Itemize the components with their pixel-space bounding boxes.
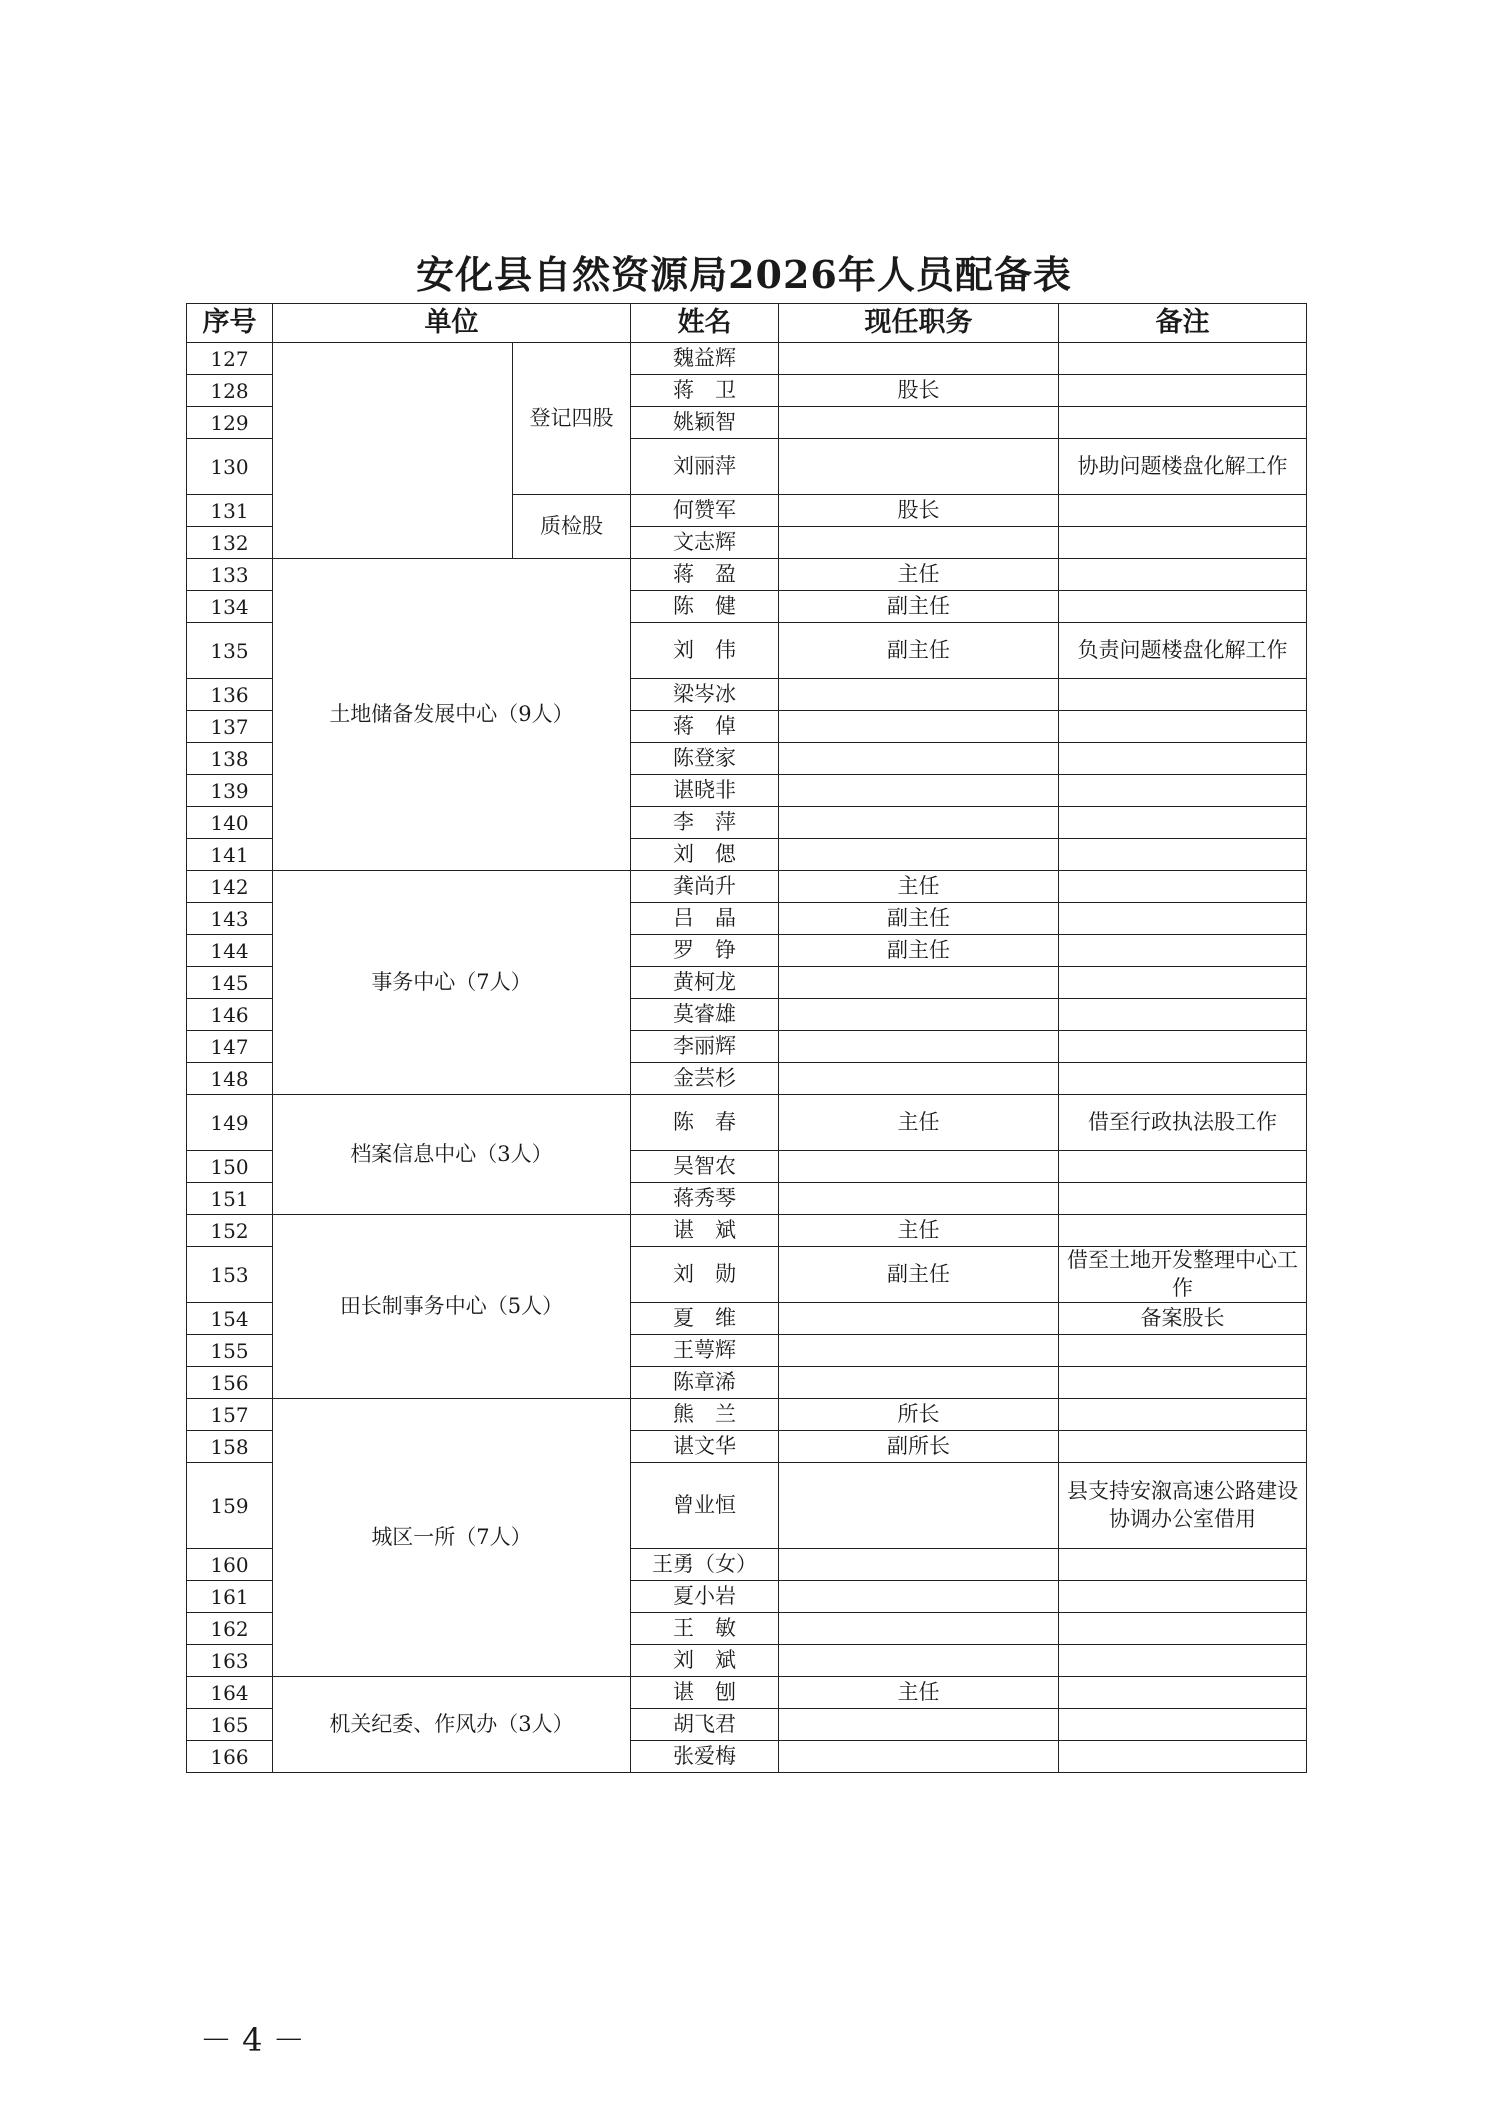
name-cell: 刘 斌 <box>631 1645 779 1677</box>
name-cell: 文志辉 <box>631 527 779 559</box>
position-cell: 主任 <box>779 1215 1059 1247</box>
position-cell: 副主任 <box>779 591 1059 623</box>
seq-cell: 143 <box>187 903 273 935</box>
seq-cell: 164 <box>187 1677 273 1709</box>
position-cell <box>779 1183 1059 1215</box>
name-cell: 谌文华 <box>631 1431 779 1463</box>
name-cell: 姚颖智 <box>631 407 779 439</box>
seq-cell: 140 <box>187 807 273 839</box>
seq-cell: 147 <box>187 1031 273 1063</box>
seq-cell: 156 <box>187 1367 273 1399</box>
seq-cell: 154 <box>187 1303 273 1335</box>
seq-cell: 157 <box>187 1399 273 1431</box>
position-cell <box>779 1549 1059 1581</box>
note-cell: 协助问题楼盘化解工作 <box>1059 439 1307 495</box>
name-cell: 陈 健 <box>631 591 779 623</box>
name-cell: 蒋秀琴 <box>631 1183 779 1215</box>
name-cell: 夏 维 <box>631 1303 779 1335</box>
name-cell: 魏益辉 <box>631 343 779 375</box>
note-cell: 县支持安溆高速公路建设协调办公室借用 <box>1059 1463 1307 1549</box>
header-seq: 序号 <box>187 304 273 343</box>
name-cell: 刘 勋 <box>631 1247 779 1303</box>
name-cell: 谌 斌 <box>631 1215 779 1247</box>
name-cell: 何赞军 <box>631 495 779 527</box>
table-header-row <box>187 304 1307 343</box>
position-cell: 主任 <box>779 1095 1059 1151</box>
name-cell: 谌 刨 <box>631 1677 779 1709</box>
page-number: － 4 － <box>200 2021 305 2059</box>
position-cell <box>779 1463 1059 1549</box>
position-cell <box>779 999 1059 1031</box>
table-row <box>187 1215 1307 1247</box>
name-cell: 王萼辉 <box>631 1335 779 1367</box>
note-cell <box>1059 1399 1307 1431</box>
name-cell: 莫睿雄 <box>631 999 779 1031</box>
seq-cell: 127 <box>187 343 273 375</box>
seq-cell: 146 <box>187 999 273 1031</box>
note-cell <box>1059 1741 1307 1773</box>
seq-cell: 141 <box>187 839 273 871</box>
note-cell: 负责问题楼盘化解工作 <box>1059 623 1307 679</box>
position-cell: 主任 <box>779 871 1059 903</box>
name-cell: 张爱梅 <box>631 1741 779 1773</box>
note-cell <box>1059 1709 1307 1741</box>
seq-cell: 158 <box>187 1431 273 1463</box>
position-cell <box>779 743 1059 775</box>
position-cell <box>779 1741 1059 1773</box>
header-name: 姓名 <box>631 304 779 343</box>
note-cell <box>1059 1367 1307 1399</box>
table-row <box>187 1095 1307 1151</box>
position-cell: 股长 <box>779 495 1059 527</box>
note-cell <box>1059 679 1307 711</box>
position-cell <box>779 1031 1059 1063</box>
header-note: 备注 <box>1059 304 1307 343</box>
note-cell <box>1059 343 1307 375</box>
position-cell: 主任 <box>779 559 1059 591</box>
seq-cell: 133 <box>187 559 273 591</box>
seq-cell: 151 <box>187 1183 273 1215</box>
note-cell <box>1059 1183 1307 1215</box>
position-cell <box>779 1335 1059 1367</box>
table-row <box>187 1677 1307 1709</box>
name-cell: 罗 铮 <box>631 935 779 967</box>
seq-cell: 139 <box>187 775 273 807</box>
name-cell: 谌晓非 <box>631 775 779 807</box>
seq-cell: 152 <box>187 1215 273 1247</box>
seq-cell: 142 <box>187 871 273 903</box>
seq-cell: 131 <box>187 495 273 527</box>
seq-cell: 138 <box>187 743 273 775</box>
note-cell <box>1059 1215 1307 1247</box>
name-cell: 龚尚升 <box>631 871 779 903</box>
name-cell: 王 敏 <box>631 1613 779 1645</box>
unit-urban-office-1: 城区一所（7人） <box>273 1399 631 1677</box>
seq-cell: 161 <box>187 1581 273 1613</box>
note-cell <box>1059 495 1307 527</box>
header-position: 现任职务 <box>779 304 1059 343</box>
note-cell <box>1059 839 1307 871</box>
position-cell <box>779 1581 1059 1613</box>
note-cell: 备案股长 <box>1059 1303 1307 1335</box>
seq-cell: 159 <box>187 1463 273 1549</box>
name-cell: 蒋 卫 <box>631 375 779 407</box>
note-cell <box>1059 903 1307 935</box>
name-cell: 蒋 倬 <box>631 711 779 743</box>
note-cell <box>1059 999 1307 1031</box>
position-cell <box>779 407 1059 439</box>
note-cell <box>1059 1063 1307 1095</box>
position-cell <box>779 807 1059 839</box>
seq-cell: 163 <box>187 1645 273 1677</box>
position-cell: 股长 <box>779 375 1059 407</box>
seq-cell: 136 <box>187 679 273 711</box>
name-cell: 金芸杉 <box>631 1063 779 1095</box>
name-cell: 夏小岩 <box>631 1581 779 1613</box>
name-cell: 刘 伟 <box>631 623 779 679</box>
unit-discipline-office: 机关纪委、作风办（3人） <box>273 1677 631 1773</box>
seq-cell: 137 <box>187 711 273 743</box>
name-cell: 刘丽萍 <box>631 439 779 495</box>
position-cell: 副主任 <box>779 935 1059 967</box>
seq-cell: 153 <box>187 1247 273 1303</box>
unit-field-chief-center: 田长制事务中心（5人） <box>273 1215 631 1399</box>
note-cell <box>1059 1613 1307 1645</box>
position-cell <box>779 1367 1059 1399</box>
position-cell <box>779 343 1059 375</box>
position-cell <box>779 1709 1059 1741</box>
name-cell: 李 萍 <box>631 807 779 839</box>
seq-cell: 135 <box>187 623 273 679</box>
seq-cell: 132 <box>187 527 273 559</box>
seq-cell: 166 <box>187 1741 273 1773</box>
position-cell: 副主任 <box>779 1247 1059 1303</box>
note-cell <box>1059 1677 1307 1709</box>
note-cell <box>1059 871 1307 903</box>
name-cell: 胡飞君 <box>631 1709 779 1741</box>
name-cell: 陈登家 <box>631 743 779 775</box>
seq-cell: 145 <box>187 967 273 999</box>
name-cell: 王勇（女） <box>631 1549 779 1581</box>
note-cell <box>1059 1431 1307 1463</box>
subunit-registration-4: 登记四股 <box>513 343 631 495</box>
name-cell: 熊 兰 <box>631 1399 779 1431</box>
note-cell <box>1059 559 1307 591</box>
name-cell: 李丽辉 <box>631 1031 779 1063</box>
name-cell: 吴智农 <box>631 1151 779 1183</box>
table-row <box>187 1399 1307 1431</box>
note-cell <box>1059 711 1307 743</box>
note-cell <box>1059 1549 1307 1581</box>
note-cell: 借至行政执法股工作 <box>1059 1095 1307 1151</box>
note-cell <box>1059 807 1307 839</box>
name-cell: 陈章浠 <box>631 1367 779 1399</box>
seq-cell: 144 <box>187 935 273 967</box>
seq-cell: 134 <box>187 591 273 623</box>
document-title: 安化县自然资源局2026年人员配备表 <box>416 252 1072 297</box>
name-cell: 梁岑冰 <box>631 679 779 711</box>
seq-cell: 128 <box>187 375 273 407</box>
seq-cell: 162 <box>187 1613 273 1645</box>
name-cell: 吕 晶 <box>631 903 779 935</box>
note-cell <box>1059 1335 1307 1367</box>
name-cell: 黄柯龙 <box>631 967 779 999</box>
note-cell <box>1059 967 1307 999</box>
position-cell <box>779 1645 1059 1677</box>
note-cell <box>1059 1151 1307 1183</box>
position-cell <box>779 1151 1059 1183</box>
unit-land-reserve: 土地储备发展中心（9人） <box>273 559 631 871</box>
header-unit: 单位 <box>273 304 631 343</box>
note-cell <box>1059 775 1307 807</box>
position-cell <box>779 527 1059 559</box>
seq-cell: 150 <box>187 1151 273 1183</box>
note-cell <box>1059 375 1307 407</box>
seq-cell: 160 <box>187 1549 273 1581</box>
note-cell <box>1059 1031 1307 1063</box>
position-cell <box>779 439 1059 495</box>
position-cell <box>779 679 1059 711</box>
note-cell <box>1059 407 1307 439</box>
name-cell: 刘 偲 <box>631 839 779 871</box>
staffing-table <box>186 303 1307 1773</box>
note-cell <box>1059 591 1307 623</box>
note-cell <box>1059 935 1307 967</box>
table-row <box>187 559 1307 591</box>
note-cell <box>1059 1581 1307 1613</box>
position-cell: 主任 <box>779 1677 1059 1709</box>
name-cell: 蒋 盈 <box>631 559 779 591</box>
position-cell: 副所长 <box>779 1431 1059 1463</box>
seq-cell: 148 <box>187 1063 273 1095</box>
seq-cell: 130 <box>187 439 273 495</box>
name-cell: 曾业恒 <box>631 1463 779 1549</box>
note-cell <box>1059 1645 1307 1677</box>
note-cell <box>1059 527 1307 559</box>
unit-archives-center: 档案信息中心（3人） <box>273 1095 631 1215</box>
seq-cell: 129 <box>187 407 273 439</box>
seq-cell: 155 <box>187 1335 273 1367</box>
unit-registration-center-cell <box>273 343 513 559</box>
seq-cell: 165 <box>187 1709 273 1741</box>
position-cell <box>779 967 1059 999</box>
position-cell <box>779 1303 1059 1335</box>
position-cell: 副主任 <box>779 903 1059 935</box>
position-cell <box>779 1063 1059 1095</box>
position-cell <box>779 711 1059 743</box>
position-cell <box>779 839 1059 871</box>
name-cell: 陈 春 <box>631 1095 779 1151</box>
unit-affairs-center: 事务中心（7人） <box>273 871 631 1095</box>
table-row <box>187 343 1307 375</box>
subunit-quality-check: 质检股 <box>513 495 631 559</box>
position-cell: 副主任 <box>779 623 1059 679</box>
seq-cell: 149 <box>187 1095 273 1151</box>
position-cell <box>779 1613 1059 1645</box>
position-cell: 所长 <box>779 1399 1059 1431</box>
position-cell <box>779 775 1059 807</box>
note-cell <box>1059 743 1307 775</box>
note-cell: 借至土地开发整理中心工作 <box>1059 1247 1307 1303</box>
table-row <box>187 871 1307 903</box>
